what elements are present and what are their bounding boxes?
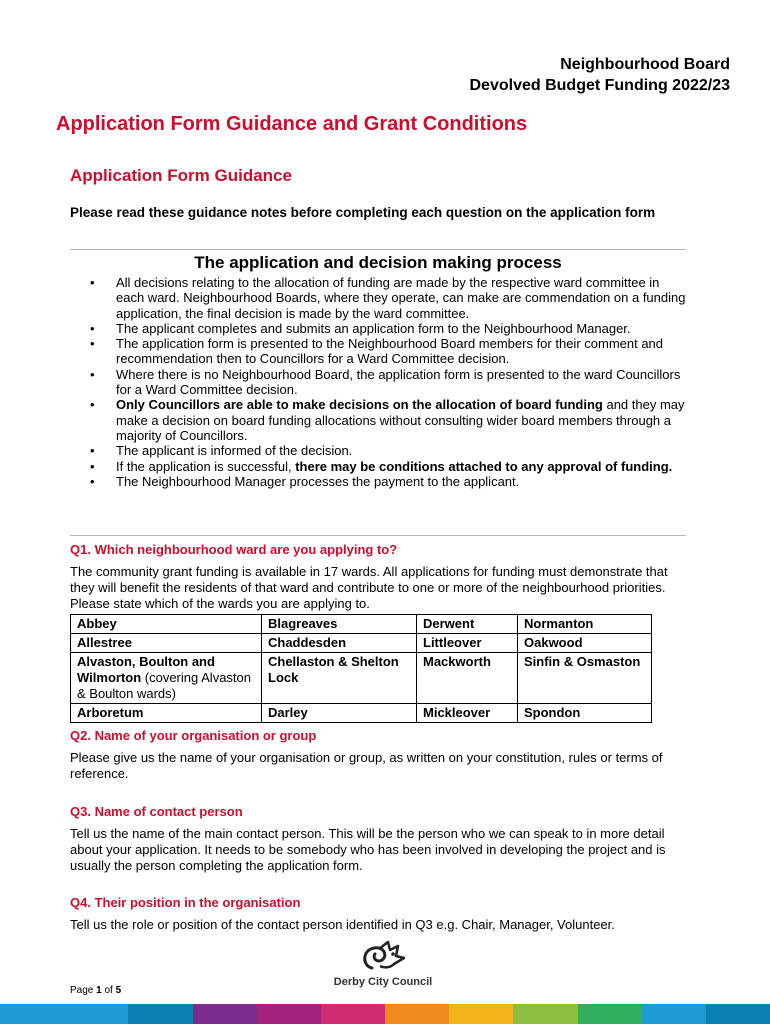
stripe-segment — [706, 1004, 770, 1024]
process-item: • All decisions relating to the allocation of funding are made by the respective ward committee in each ward. Neighbourhood Boards, where they operate, can make are commendation on a funding application, the final decision is made by the ward committee. — [116, 275, 686, 321]
stripe-segment — [128, 1004, 192, 1024]
process-item: • The Neighbourhood Manager processes the payment to the applicant. — [116, 474, 686, 489]
ram-logo-icon — [358, 938, 408, 976]
q2-title: Q2. Name of your organisation or group — [70, 728, 317, 743]
document-header — [470, 54, 731, 96]
q3-title: Q3. Name of contact person — [70, 804, 243, 819]
table-row — [71, 704, 652, 723]
stripe-segment — [193, 1004, 257, 1024]
process-item: • If the application is successful, there may be conditions attached to any approval of funding. — [116, 459, 686, 474]
ward-cell: Arboretum — [71, 704, 262, 723]
process-item: • The applicant completes and submits an application form to the Neighbourhood Manager. — [116, 321, 686, 336]
q3-text: Tell us the name of the main contact person. This will be the person who we can speak to in more detail about your application. It needs to be somebody who has been involved in developing the project and is usually the person completing the application form. — [70, 826, 666, 873]
ward-cell: Chaddesden — [262, 634, 417, 653]
stripe-segment — [642, 1004, 706, 1024]
ward-cell: Allestree — [71, 634, 262, 653]
table-row — [71, 634, 652, 653]
stripe-segment — [578, 1004, 642, 1024]
ward-cell: Spondon — [518, 704, 652, 723]
q1-text: The community grant funding is available in 17 wards. All applications for funding must demonstrate that they will benefit the residents of that ward and contribute to one or more of the neighbourhood priorities. Please state which of the wards you are applying to. — [70, 564, 668, 611]
process-list — [70, 275, 686, 489]
ward-cell: Normanton — [518, 615, 652, 634]
q2-text: Please give us the name of your organisation or group, as written on your constitution, rules or terms of reference. — [70, 750, 663, 781]
ward-cell: Mackworth — [417, 653, 518, 704]
intro-text: Please read these guidance notes before completing each question on the application form — [70, 205, 656, 220]
ward-cell: Blagreaves — [262, 615, 417, 634]
ward-cell: Alvaston, Boulton and Wilmorton (covering Alvaston & Boulton wards) — [71, 653, 262, 704]
stripe-segment — [513, 1004, 577, 1024]
process-item: • The applicant is informed of the decision. — [116, 443, 686, 458]
header-line-1: Neighbourhood Board — [560, 56, 730, 73]
council-logo — [328, 938, 438, 994]
ward-cell: Sinfin & Osmaston — [518, 653, 652, 704]
table-row — [71, 653, 652, 704]
ward-cell: Chellaston & Shelton Lock — [262, 653, 417, 704]
stripe-segment — [449, 1004, 513, 1024]
ward-cell: Littleover — [417, 634, 518, 653]
stripe-segment — [385, 1004, 449, 1024]
q1-title: Q1. Which neighbourhood ward are you applying to? — [70, 542, 398, 557]
stripe-segment — [64, 1004, 128, 1024]
logo-text: Derby City Council — [333, 976, 433, 988]
page-number: Page 1 of 5 — [70, 985, 122, 996]
main-title: Application Form Guidance and Grant Conditions — [56, 113, 528, 135]
stripe-segment — [321, 1004, 385, 1024]
divider — [70, 249, 686, 250]
ward-cell: Oakwood — [518, 634, 652, 653]
footer-color-stripe — [0, 1004, 770, 1024]
stripe-segment — [257, 1004, 321, 1024]
section-title: Application Form Guidance — [70, 166, 292, 185]
ward-cell: Darley — [262, 704, 417, 723]
table-row — [71, 615, 652, 634]
ward-cell: Derwent — [417, 615, 518, 634]
stripe-segment — [0, 1004, 64, 1024]
q4-text: Tell us the role or position of the contact person identified in Q3 e.g. Chair, Manager, Volunteer. — [70, 917, 615, 932]
process-item: • Where there is no Neighbourhood Board, the application form is presented to the ward Councillors for a Ward Committee decision. — [116, 367, 686, 398]
process-item: • Only Councillors are able to make decisions on the allocation of board funding and they may make a decision on board funding allocations without consulting wider board members through a majority of Councillors. — [116, 397, 686, 443]
process-title: The application and decision making process — [194, 253, 562, 272]
wards-table — [70, 614, 652, 723]
header-line-2: Devolved Budget Funding 2022/23 — [469, 77, 730, 94]
ward-cell: Abbey — [71, 615, 262, 634]
process-item: • The application form is presented to the Neighbourhood Board members for their comment and recommendation then to Councillors for a Ward Committee decision. — [116, 336, 686, 367]
divider — [70, 535, 686, 536]
q4-title: Q4. Their position in the organisation — [70, 895, 301, 910]
ward-cell: Mickleover — [417, 704, 518, 723]
